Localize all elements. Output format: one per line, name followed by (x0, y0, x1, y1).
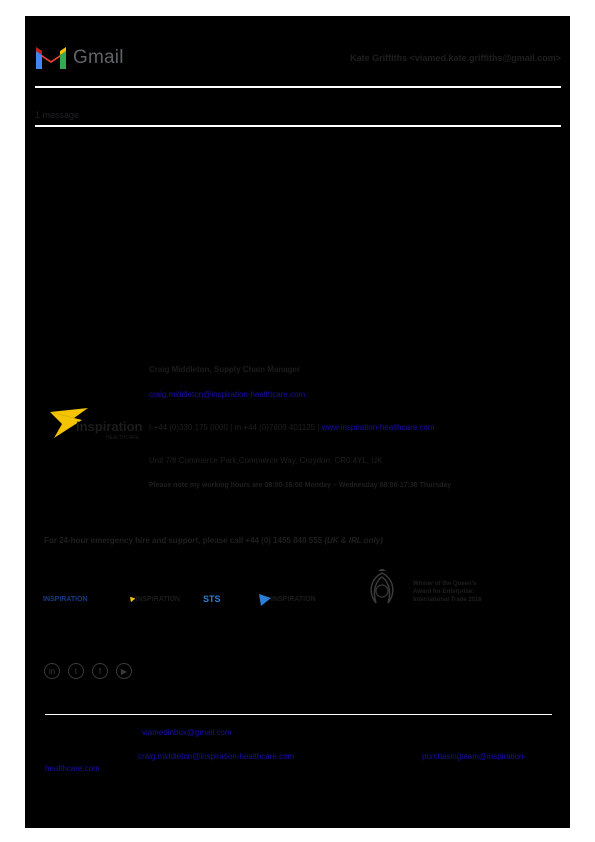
brand-logo-3 (203, 591, 235, 607)
logo-subtext: HEALTHCARE (106, 435, 140, 441)
brand-4-swoosh-icon (259, 592, 271, 606)
signature-working-hours: Please note my working hours are 08:00-16:00 Monday – Wednesday 08:00-17:30 Thursday (149, 482, 452, 489)
header-divider (35, 86, 561, 88)
signature-email-link[interactable]: craig.middleton@inspiration-healthcare.com (149, 390, 306, 399)
award-line-2: Award for Enterprise: (413, 589, 475, 595)
message-count: 1 message (35, 110, 80, 120)
twitter-icon[interactable] (68, 663, 84, 679)
brand-1-text: INSPIRATION (43, 595, 88, 603)
youtube-glyph: ▶ (120, 666, 128, 676)
thread-divider (35, 125, 561, 127)
footer-divider (45, 714, 552, 715)
phone-numbers: t +44 (0)330 175 0000 | m +44 (0)7809 401125 | (149, 423, 322, 432)
footer-link-purchasing-cont[interactable]: healthcare.com (45, 764, 100, 773)
website-link[interactable]: www.inspiration-healthcare.com (321, 423, 435, 432)
emergency-region-note: (UK & IRL only) (322, 536, 383, 545)
brand-3-text: STS (203, 594, 221, 604)
brand-logo-4 (259, 591, 319, 607)
gmail-logo-icon (34, 45, 68, 70)
gmail-wordmark: Gmail (73, 47, 124, 68)
footer-email-link[interactable]: viamedinbox@gmail.com (142, 728, 232, 737)
brand-logo-2 (130, 591, 180, 607)
linkedin-icon[interactable] (44, 663, 60, 679)
twitter-glyph: t (74, 666, 78, 676)
award-text (413, 580, 482, 604)
linkedin-glyph: in (48, 666, 56, 676)
emergency-text: For 24-hour emergency hire and support, please call +44 (0) 1455 840 555 (44, 536, 323, 545)
emergency-support-line (44, 536, 383, 545)
signature-name: Craig Middleton, Supply Chain Manager (149, 365, 301, 374)
header-sender: Kate Griffiths <viamed.kate.griffiths@gmail.com> (350, 53, 561, 63)
signature-phone (149, 423, 435, 432)
youtube-icon[interactable] (116, 663, 132, 679)
footer-link-craig[interactable]: craig.middleton@inspiration-healthcare.com (138, 752, 295, 761)
logo-wordmark: inspiration (76, 419, 143, 434)
signature-address: Unit 7/8 Commerce Park,Commerce Way, Croydon, CR0 4YL, UK (149, 456, 383, 465)
brand-4-text: INSPIRATION (271, 595, 316, 603)
queens-award-emblem-icon (362, 569, 402, 613)
facebook-glyph: f (98, 666, 102, 676)
email-page (25, 16, 570, 828)
brand-2-text: INSPIRATION (135, 595, 180, 603)
facebook-icon[interactable] (92, 663, 108, 679)
award-line-1: Winner of the Queen's (413, 581, 477, 587)
brand-logo-1 (43, 591, 105, 607)
footer-link-purchasing[interactable]: purchasingteam@inspiration- (422, 752, 527, 761)
award-line-3: International Trade 2016 (413, 597, 482, 603)
inspiration-healthcare-logo (48, 404, 152, 442)
